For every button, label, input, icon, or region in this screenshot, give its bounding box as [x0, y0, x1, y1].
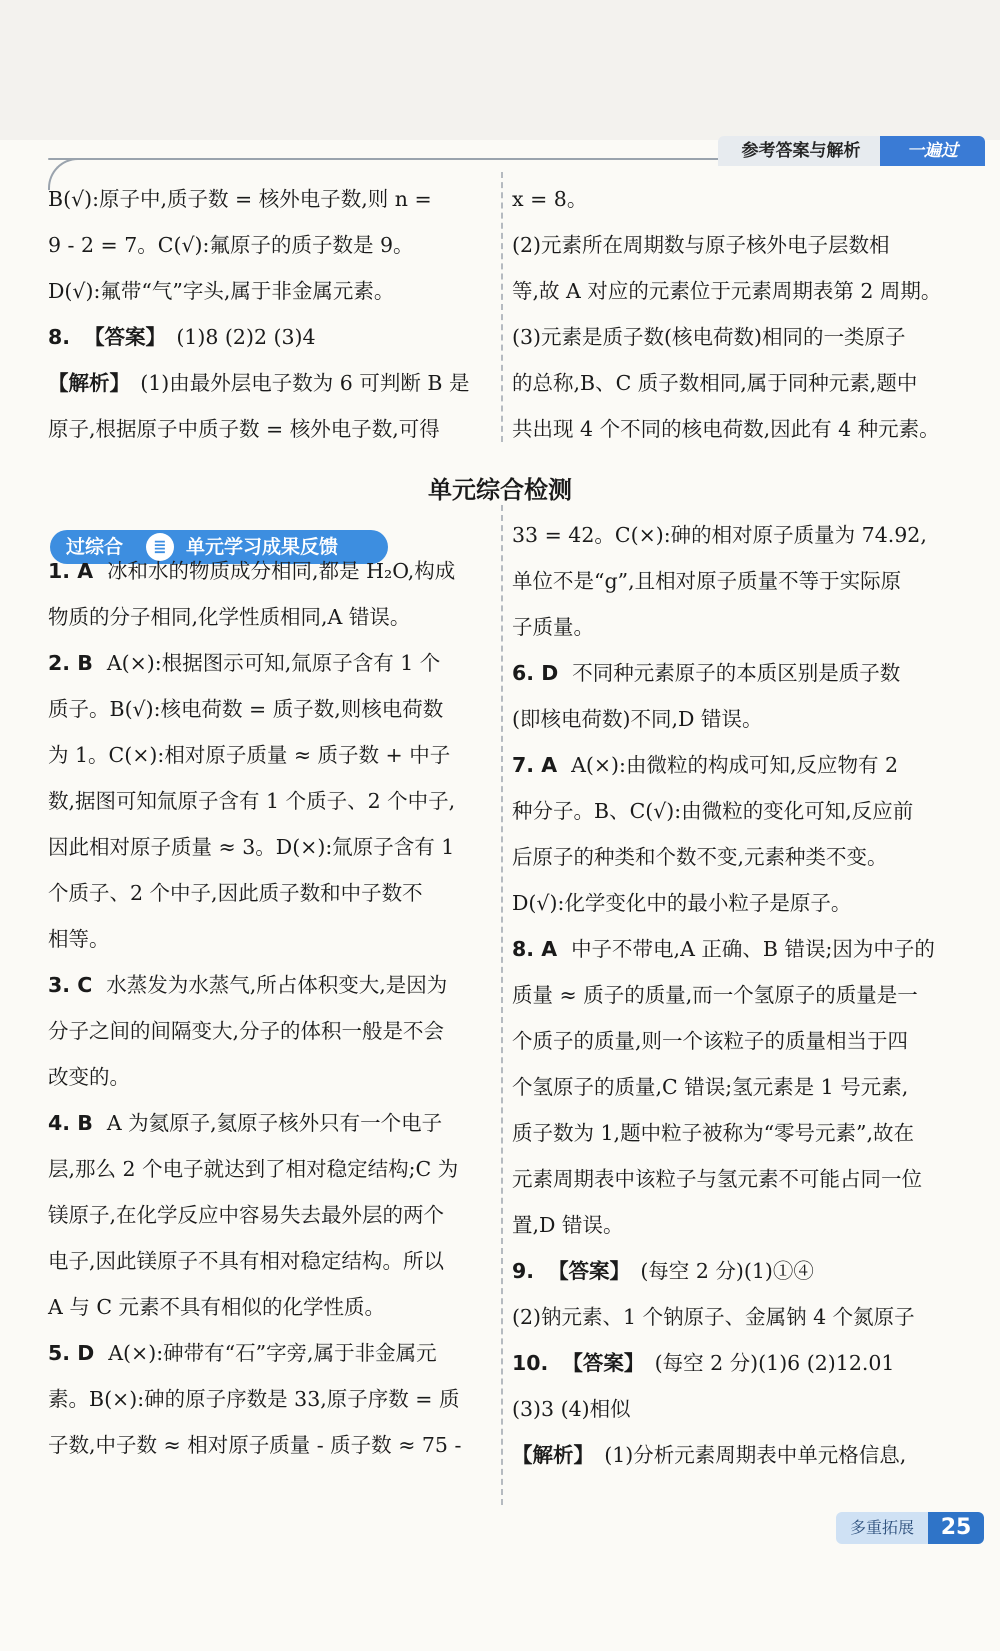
question-number: 7. A [512, 753, 558, 777]
text-line: 镁原子,在化学反应中容易失去最外层的两个 [48, 1203, 445, 1227]
text-line: 电子,因此镁原子不具有相对稳定结构。所以 [48, 1249, 445, 1273]
bottom-right-column [512, 512, 960, 1478]
text-line [48, 548, 490, 594]
text-line: 个质子的质量,则一个该粒子的质量相当于四 [512, 1029, 909, 1053]
text-line: 层,那么 2 个电子就达到了相对稳定结构;C 为 [48, 1157, 459, 1181]
text-line: 后原子的种类和个数不变,元素种类不变。 [512, 845, 888, 869]
question-number: 6. D [512, 661, 559, 685]
line-text: (每空 2 分)(1)6 (2)12.01 [654, 1351, 895, 1375]
line-text: A(×):砷带有“石”字旁,属于非金属元 [108, 1341, 437, 1365]
line-text: (1)8 (2)2 (3)4 [176, 325, 316, 349]
question-number: 10. [512, 1351, 549, 1375]
question-number: 8. A [512, 937, 558, 961]
line-text: A(×):由微粒的构成可知,反应物有 2 [571, 753, 899, 777]
question-number: 8. [48, 325, 71, 349]
text-line [48, 962, 490, 1008]
question-number: 2. B [48, 651, 93, 675]
bottom-left-column [48, 548, 490, 1468]
text-line: 质子数为 1,题中粒子被称为“零号元素”,故在 [512, 1121, 915, 1145]
question-number: 4. B [48, 1111, 93, 1135]
line-text: A 为氦原子,氦原子核外只有一个电子 [106, 1111, 443, 1135]
header-section-tab: 参考答案与解析 [718, 136, 884, 166]
line-text: 冰和水的物质成分相同,都是 H₂O,构成 [107, 559, 456, 583]
line-text: 水蒸发为水蒸气,所占体积变大,是因为 [106, 973, 448, 997]
text-line [512, 1340, 960, 1386]
answer-tag: 【答案】 [84, 325, 167, 349]
question-number: 3. C [48, 973, 93, 997]
text-line: (3)元素是质子数(核电荷数)相同的一类原子 [512, 325, 906, 349]
top-left-column [48, 176, 490, 452]
scan-top-margin [0, 0, 1000, 140]
text-line: (2)元素所在周期数与原子核外电子层数相 [512, 233, 890, 257]
text-line: 元素周期表中该粒子与氢元素不可能占同一位 [512, 1167, 922, 1191]
text-line: B(√):原子中,质子数 = 核外电子数,则 n = [48, 187, 432, 211]
text-line [48, 640, 490, 686]
text-line [48, 1330, 490, 1376]
text-line: 共出现 4 个不同的核电荷数,因此有 4 种元素。 [512, 417, 940, 441]
badge-label-left: 过综合 [66, 536, 124, 558]
question-number: 9. [512, 1259, 535, 1283]
brand-logo: 一遍过 [880, 136, 985, 166]
column-divider-top [501, 172, 503, 442]
question-number: 1. A [48, 559, 94, 583]
text-line [48, 314, 490, 360]
column-divider-bottom [501, 505, 503, 1505]
text-line: 单位不是“g”,且相对原子质量不等于实际原 [512, 569, 902, 593]
text-line: D(√):氟带“气”字头,属于非金属元素。 [48, 279, 395, 303]
text-line: 种分子。B、C(√):由微粒的变化可知,反应前 [512, 799, 914, 823]
text-line [512, 1248, 960, 1294]
line-text: A(×):根据图示可知,氚原子含有 1 个 [106, 651, 441, 675]
text-line: 为 1。C(×):相对原子质量 ≈ 质子数 + 中子 [48, 743, 451, 767]
line-text: (1)分析元素周期表中单元格信息, [604, 1443, 907, 1467]
text-line: 33 = 42。C(×):砷的相对原子质量为 74.92, [512, 523, 927, 547]
text-line [512, 650, 960, 696]
badge-label-right: 单元学习成果反馈 [186, 536, 339, 558]
text-line: 数,据图可知氚原子含有 1 个质子、2 个中子, [48, 789, 456, 813]
question-number: 5. D [48, 1341, 95, 1365]
line-text: 中子不带电,A 正确、B 错误;因为中子的 [571, 937, 935, 961]
header-rule-line [48, 158, 808, 160]
text-line: 质子。B(√):核电荷数 = 质子数,则核电荷数 [48, 697, 444, 721]
text-line [512, 926, 960, 972]
text-line: 相等。 [48, 927, 110, 951]
text-line: 因此相对原子质量 ≈ 3。D(×):氚原子含有 1 [48, 835, 455, 859]
text-line: 素。B(×):砷的原子序数是 33,原子序数 = 质 [48, 1387, 460, 1411]
text-line: (2)钠元素、1 个钠原子、金属钠 4 个氮原子 [512, 1305, 915, 1329]
text-line [48, 1100, 490, 1146]
answer-tag: 【答案】 [562, 1351, 645, 1375]
text-line [48, 360, 490, 406]
text-line: 置,D 错误。 [512, 1213, 624, 1237]
answer-tag: 【解析】 [512, 1443, 594, 1467]
text-line: 9 - 2 = 7。C(√):氟原子的质子数是 9。 [48, 233, 414, 257]
text-line [512, 1432, 960, 1478]
page-number: 25 [928, 1512, 984, 1544]
line-text: (每空 2 分)(1)①④ [640, 1259, 814, 1283]
text-line: (即核电荷数)不同,D 错误。 [512, 707, 763, 731]
text-line: 原子,根据原子中质子数 = 核外电子数,可得 [48, 417, 440, 441]
text-line: 物质的分子相同,化学性质相同,A 错误。 [48, 605, 411, 629]
text-line: 个质子、2 个中子,因此质子数和中子数不 [48, 881, 423, 905]
text-line: 的总称,B、C 质子数相同,属于同种元素,题中 [512, 371, 918, 395]
text-line: 质量 ≈ 质子的质量,而一个氢原子的质量是一 [512, 983, 918, 1007]
text-line: (3)3 (4)相似 [512, 1397, 631, 1421]
text-line: 子质量。 [512, 615, 594, 639]
list-icon: ≣ [146, 533, 174, 561]
text-line: A 与 C 元素不具有相似的化学性质。 [48, 1295, 386, 1319]
text-line: x = 8。 [512, 187, 588, 211]
line-text: (1)由最外层电子数为 6 可判断 B 是 [140, 371, 470, 395]
footer-label: 多重拓展 [836, 1512, 928, 1544]
page-footer [836, 1512, 984, 1544]
answer-tag: 【解析】 [48, 371, 130, 395]
text-line: 改变的。 [48, 1065, 130, 1089]
section-title: 单元综合检测 [428, 476, 572, 504]
line-text: 不同种元素原子的本质区别是质子数 [572, 661, 901, 685]
text-line: D(√):化学变化中的最小粒子是原子。 [512, 891, 852, 915]
text-line: 个氢原子的质量,C 错误;氢元素是 1 号元素, [512, 1075, 909, 1099]
top-right-column [512, 176, 960, 452]
text-line: 子数,中子数 ≈ 相对原子质量 - 质子数 ≈ 75 - [48, 1433, 462, 1457]
text-line [512, 742, 960, 788]
text-line: 分子之间的间隔变大,分子的体积一般是不会 [48, 1019, 445, 1043]
answer-tag: 【答案】 [548, 1259, 631, 1283]
text-line: 等,故 A 对应的元素位于元素周期表第 2 周期。 [512, 279, 942, 303]
